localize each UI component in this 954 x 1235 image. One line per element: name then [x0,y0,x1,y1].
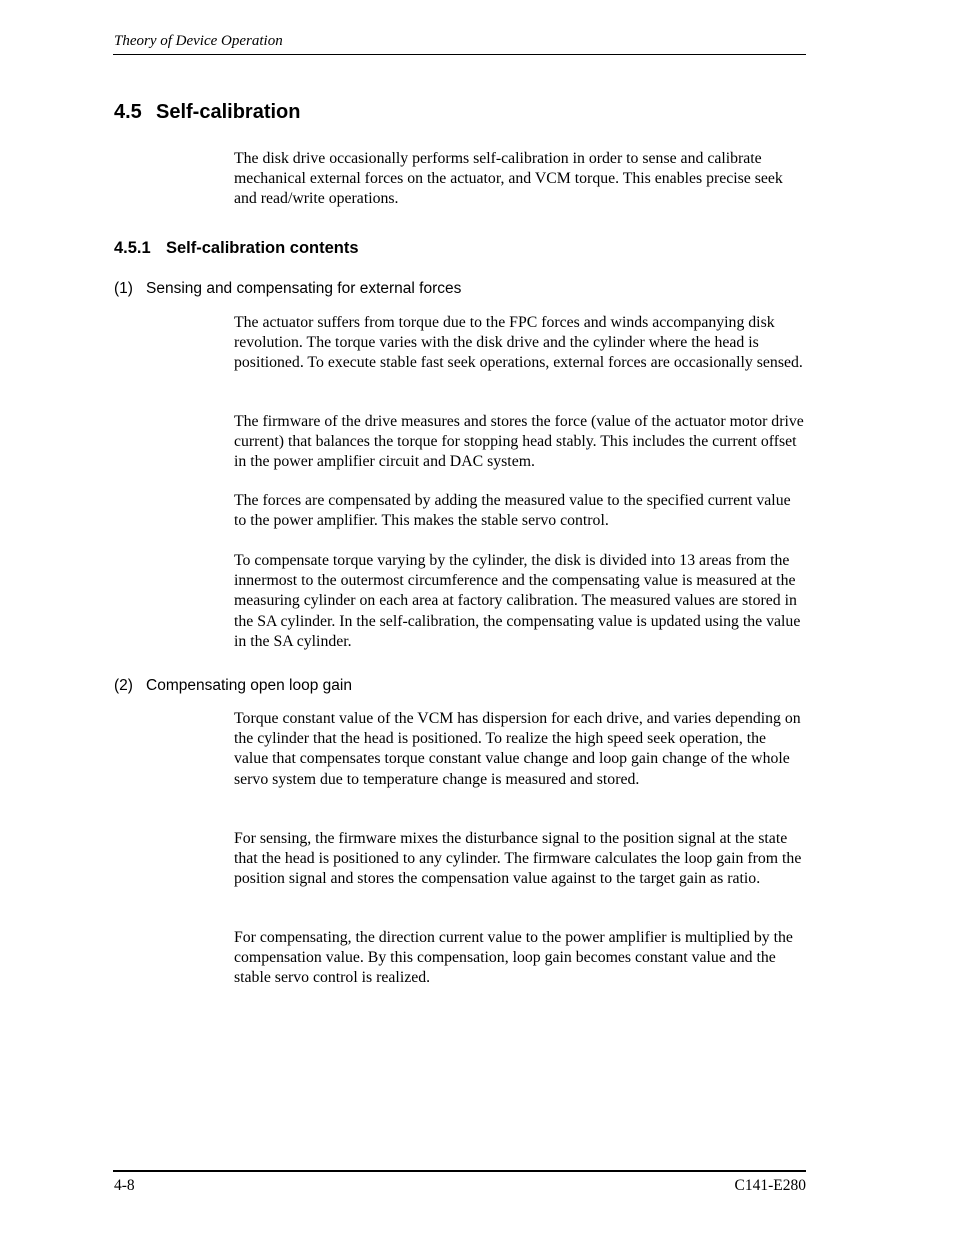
item-heading-1 [114,279,461,298]
document-code: C141-E280 [734,1177,806,1194]
section-title: Self-calibration [156,101,301,123]
paragraph: The firmware of the drive measures and stores the force (value of the actuator motor drive current) that balances the torque for stopping head stably. This includes the current offset in the power amplifier circuit and DAC system. [234,413,804,471]
item-title: Compensating open loop gain [146,677,352,694]
section-intro-paragraph: The disk drive occasionally performs self-calibration in order to sense and calibrate mechanical external forces on the actuator, and VCM torque. This enables precise seek and read/write operations. [234,150,783,208]
footer-rule [113,1170,806,1172]
header-rule [113,54,806,55]
subsection-heading [114,238,359,258]
paragraph: Torque constant value of the VCM has dispersion for each drive, and varies depending on the cylinder that the head is positioned. To realize the high speed seek operation, the value that compensates torque constant value change and loop gain change of the whole servo system due to temperature change is measured and stored. [234,710,801,788]
subsection-number: 4.5.1 [114,239,151,257]
item-title: Sensing and compensating for external forces [146,280,462,297]
running-header: Theory of Device Operation [114,33,283,49]
paragraph: For sensing, the firmware mixes the disturbance signal to the position signal at the state that the head is positioned to any cylinder. The firmware calculates the loop gain from the position signal and stores the compensation value against to the target gain as ratio. [234,830,802,888]
item-number: (1) [114,280,133,297]
paragraph: For compensating, the direction current value to the power amplifier is multiplied by the compensation value. By this compensation, loop gain becomes constant value and the stable servo control is realized. [234,929,793,987]
paragraph: The forces are compensated by adding the measured value to the specified current value to the power amplifier. This makes the stable servo control. [234,492,791,530]
paragraph: The actuator suffers from torque due to the FPC forces and winds accompanying disk revolution. The torque varies with the disk drive and the cylinder where the head is positioned. To execute stable fast seek operations, external forces are occasionally sensed. [234,314,803,372]
paragraph: To compensate torque varying by the cylinder, the disk is divided into 13 areas from the innermost to the outermost circumference and the compensating value is measured at the measuring cylinder on each area at factory calibration. The measured values are stored in the SA cylinder. In the self-calibration, the compensating value is updated using the value in the SA cylinder. [234,552,801,650]
section-heading [114,100,300,124]
subsection-title: Self-calibration contents [166,239,359,257]
section-number: 4.5 [114,101,142,123]
page-number: 4-8 [114,1177,135,1194]
item-number: (2) [114,677,133,694]
item-heading-2 [114,676,352,695]
